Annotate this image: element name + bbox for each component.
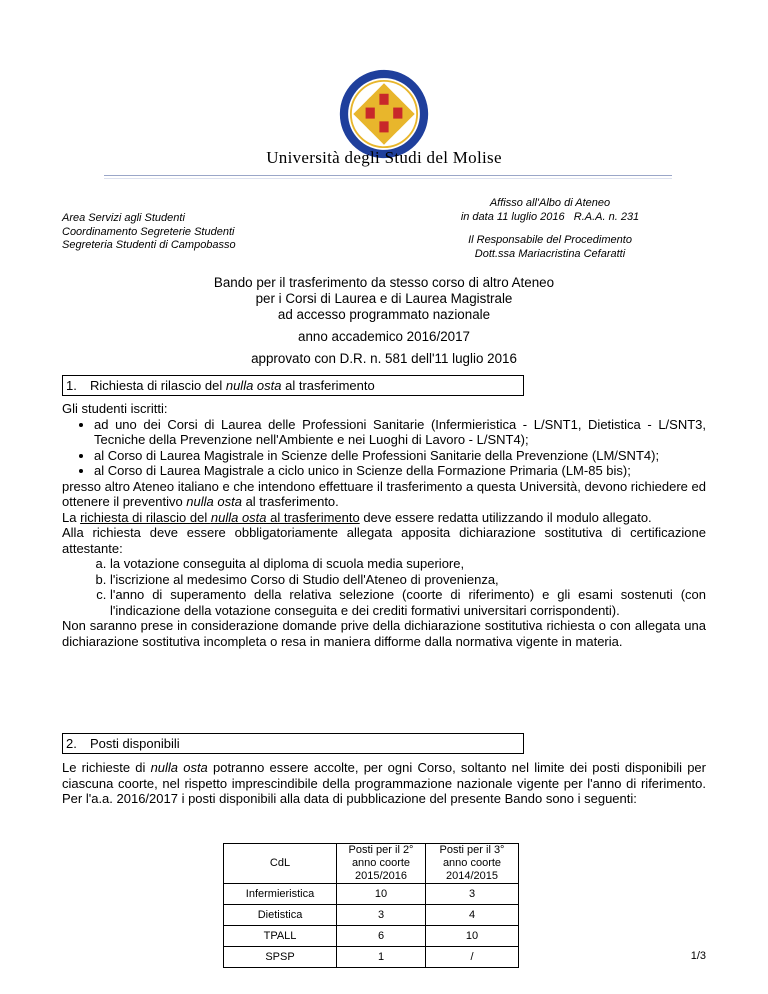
table-cell: SPSP: [224, 947, 337, 968]
list-item: • al Corso di Laurea Magistrale a ciclo unico in Scienze della Formazione Primaria (LM-85 bis);: [94, 463, 706, 479]
table-cell: 3: [426, 884, 519, 905]
list-item: • al Corso di Laurea Magistrale in Scienze delle Professioni Sanitarie della Prevenzione (LM/SNT4);: [94, 448, 706, 464]
list-item: b. l'iscrizione al medesimo Corso di Studio dell'Ateneo di provenienza,: [110, 572, 706, 588]
table-cell: Dietistica: [224, 905, 337, 926]
table-cell: 1: [337, 947, 426, 968]
list-item: a. la votazione conseguita al diploma di scuola media superiore,: [110, 556, 706, 572]
university-seal-logo: [338, 68, 430, 160]
title-line: ad accesso programmato nazionale: [277, 307, 491, 322]
table-cell: 10: [337, 884, 426, 905]
table-cell: 4: [426, 905, 519, 926]
requirements-list: [62, 556, 706, 618]
table-cell: /: [426, 947, 519, 968]
affisso-block: [420, 197, 680, 224]
table-header: Posti per il 3° anno coorte 2014/2015: [426, 844, 519, 884]
table-cell: TPALL: [224, 926, 337, 947]
paragraph: La richiesta di rilascio del nulla osta al trasferimento deve essere redatta utilizzando il modulo allegato.: [62, 509, 652, 525]
table-cell: 10: [426, 926, 519, 947]
section-2-heading: 2. Posti disponibili: [62, 733, 524, 754]
table-cell: Infermieristica: [224, 884, 337, 905]
header-divider-shadow: [104, 178, 672, 179]
section-number: 1.: [66, 378, 77, 393]
approval-line: approvato con D.R. n. 581 dell'11 luglio 2016: [251, 351, 517, 366]
table-cell: 6: [337, 926, 426, 947]
table-row: [224, 947, 519, 968]
table-header: Posti per il 2° anno coorte 2015/2016: [337, 844, 426, 884]
office-block: [62, 212, 236, 253]
office-line: Coordinamento Segreterie Studenti: [62, 225, 235, 238]
course-list: [62, 417, 706, 479]
paragraph: Non saranno prese in considerazione domande prive della dichiarazione sostitutiva richiesta o con allegata una dichiarazione sostitutiva incompleta o resa in maniera difforme dalla normativa vigente in materia.: [62, 618, 706, 649]
section-2-body: [62, 760, 706, 807]
paragraph: presso altro Ateneo italiano e che intendono effettuare il trasferimento a questa Università, devono richiedere ed ottenere il preventivo nulla osta al trasferimento.: [62, 478, 706, 509]
table-cell: 3: [337, 905, 426, 926]
title-line: Bando per il trasferimento da stesso corso di altro Ateneo: [213, 275, 555, 290]
responsabile-line: Il Responsabile del Procedimento: [468, 234, 632, 246]
page-number: 1/3: [690, 950, 706, 962]
table-header: CdL: [224, 844, 337, 884]
responsabile-block: [420, 234, 680, 261]
section-1-body: [62, 401, 706, 649]
academic-year: anno accademico 2016/2017: [298, 329, 470, 344]
section-number: 2.: [66, 736, 77, 751]
affisso-line: Affisso all'Albo di Ateneo: [489, 197, 611, 209]
table-row: [224, 905, 519, 926]
table-row: [224, 926, 519, 947]
office-line: Segreteria Studenti di Campobasso: [62, 239, 236, 251]
paragraph: Alla richiesta deve essere obbligatoriamente allegata apposita dichiarazione sostitutiva di certificazione attestante:: [62, 525, 706, 556]
document-title: [0, 275, 768, 367]
section-1-heading: 1. Richiesta di rilascio del nulla osta al trasferimento: [62, 375, 524, 396]
list-item: • ad uno dei Corsi di Laurea delle Professioni Sanitarie (Infermieristica - L/SNT1, Dietistica - L/SNT3, Tecniche della Prevenzione nell'Ambiente e nei Luoghi di Lavoro - L/SNT4);: [94, 417, 706, 448]
header-divider: [104, 175, 672, 176]
affisso-line: in data 11 luglio 2016 R.A.A. n. 231: [460, 210, 640, 223]
paragraph: Gli studenti iscritti:: [62, 401, 168, 416]
posti-table: [223, 843, 519, 968]
table-row: [224, 884, 519, 905]
office-line: Area Servizi agli Studenti: [62, 212, 185, 224]
title-line: per i Corsi di Laurea e di Laurea Magistrale: [255, 291, 513, 306]
paragraph: Le richieste di nulla osta potranno essere accolte, per ogni Corso, soltanto nel limite dei posti disponibili per ciascuna coorte, nel rispetto imprescindibile della programmazione nazionale vigente per l'anno di riferimento. Per l'a.a. 2016/2017 i posti disponibili alla data di pubblicazione del presente Bando sono i seguenti:: [62, 760, 706, 806]
university-name: Università degli Studi del Molise: [266, 148, 502, 167]
table-header-row: [224, 844, 519, 884]
list-item: c. l'anno di superamento della relativa selezione (coorte di riferimento) e gli esami sostenuti (con l'indicazione della votazione conseguita e dei crediti formativi universitari corrispondenti).: [110, 587, 706, 618]
responsabile-line: Dott.ssa Mariacristina Cefaratti: [474, 247, 626, 260]
